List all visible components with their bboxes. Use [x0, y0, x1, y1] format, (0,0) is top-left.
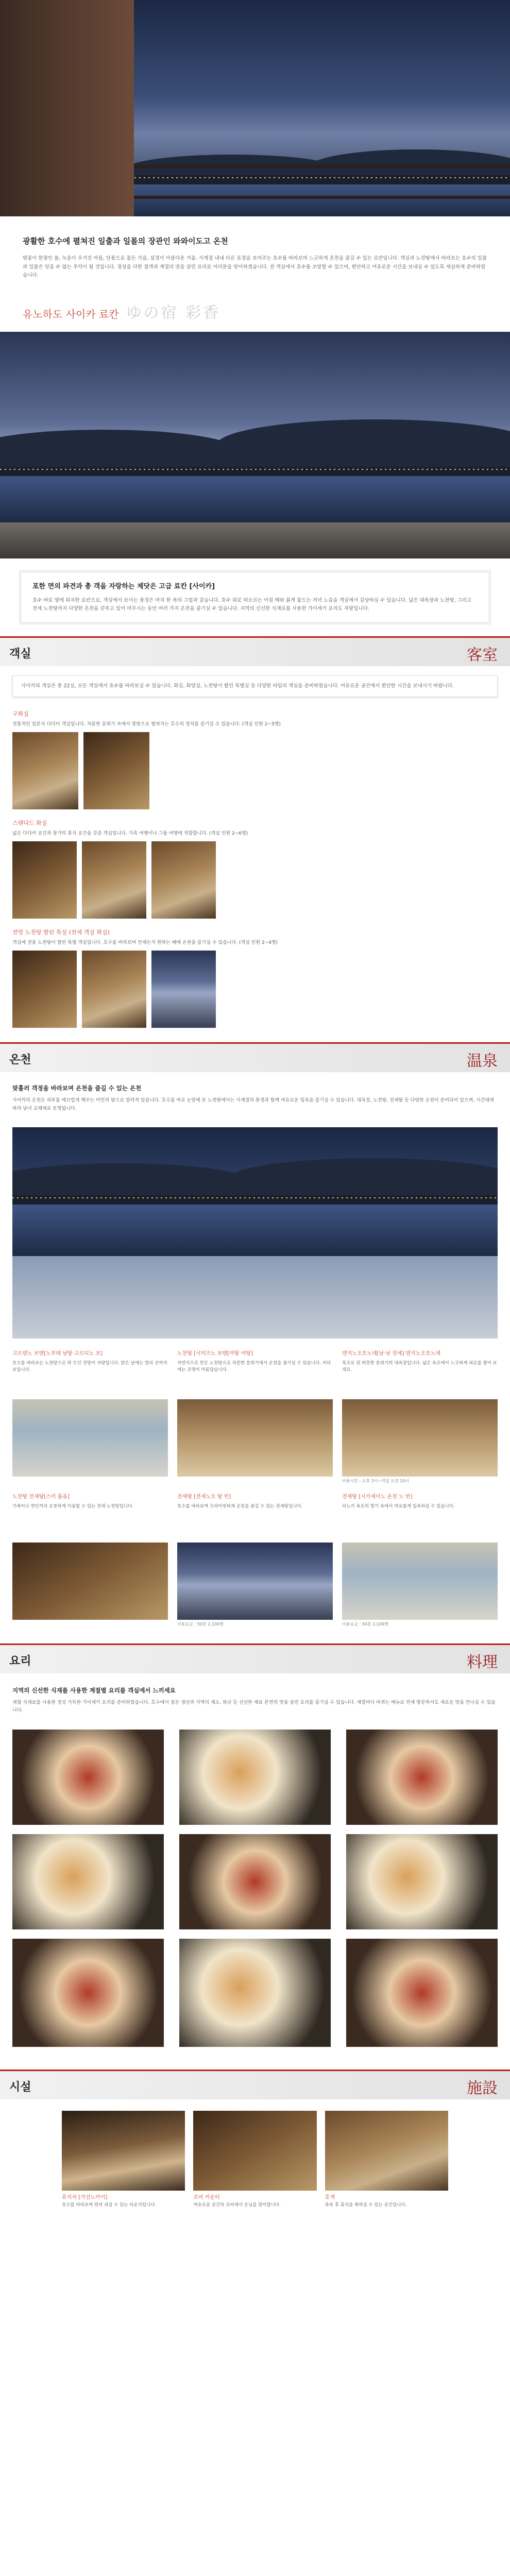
intro-section	[0, 216, 510, 296]
room-type-desc: 객실에 전용 노천탕이 딸린 특별 객실입니다. 호수를 바라보며 언제든지 원하는 때에 온천을 즐기실 수 있습니다. (객실 인원 2~4명)	[12, 940, 278, 945]
cuisine-title-jp: 料理	[467, 1653, 498, 1671]
onsen-intro	[0, 1072, 510, 1116]
rooms-description-text: 사이카의 객실은 총 22실, 모든 객실에서 호수를 바라보실 수 있습니다. 화실, 화양실, 노천탕이 딸린 특별실 등 다양한 타입의 객실을 준비하였습니다. 여유로운 공간에서 편안한 시간을 보내시기 바랍니다.	[21, 683, 454, 689]
cuisine-photo	[12, 1834, 164, 1929]
rooms-description	[12, 675, 498, 697]
onsen-body: 사이카의 온천은 피부를 매끄럽게 해주는 미인의 탕으로 알려져 있습니다. 호수를 바로 눈앞에 둔 노천탕에서는 사계절의 풍경과 함께 여유로운 입욕을 즐기실 수 있습니다. 대욕장, 노천탕, 전세탕 등 다양한 온천이 준비되어 있으며, 시간대에 따라 남녀 교체제로 운영됩니다.	[12, 1098, 494, 1111]
room-type-desc: 넓은 다다미 공간과 창가의 휴식 공간을 갖춘 객실입니다. 가족 여행이나 그룹 여행에 적합합니다. (객실 인원 2~6명)	[12, 831, 248, 836]
bath-photo	[12, 1399, 168, 1477]
brand-name-jp: ゆの宿 彩香	[126, 303, 221, 322]
onsen-title-jp: 温泉	[467, 1052, 498, 1071]
bath-desc: 호수를 바라보며 프라이빗하게 온천을 즐길 수 있는 전세탕입니다.	[177, 1503, 303, 1509]
brand-name-ko: 유노하도 사이카 료칸	[23, 308, 119, 320]
room-photo	[12, 841, 77, 919]
facility-photo	[325, 2111, 448, 2191]
cuisine-title-ko: 요리	[9, 1654, 31, 1668]
room-type	[0, 705, 510, 815]
rooms-section-header	[0, 636, 510, 666]
cuisine-photo-grid	[0, 1719, 510, 2057]
facility-name: 로비 카운터	[193, 2194, 220, 2200]
bath-card	[12, 1350, 168, 1485]
cuisine-photo	[12, 1730, 164, 1825]
cuisine-heading: 지역의 신선한 식재를 사용한 계절별 요리를 객실에서 느끼세요	[12, 1686, 176, 1694]
brand-title	[0, 296, 510, 332]
facility-photo	[62, 2111, 185, 2191]
onsen-heading: 맞흘러 객정을 바라보며 온천을 즐길 수 있는 온천	[12, 1084, 142, 1092]
bath-desc: 가족이나 연인끼리 오붓하게 이용할 수 있는 전세 노천탕입니다.	[12, 1503, 134, 1509]
bath-photo	[342, 1543, 498, 1620]
cuisine-photo	[346, 1730, 498, 1825]
room-type-name: 구화실	[12, 710, 29, 718]
bath-name: 노천탕 [시미즈노 보텐[여탕 여탕]	[177, 1351, 253, 1357]
rooms-title-jp: 客室	[467, 646, 498, 664]
cuisine-intro	[0, 1673, 510, 1719]
intro-heading: 광활한 호수에 펼쳐진 일출과 일몰의 장관인 와와이도고 온천	[23, 236, 228, 246]
bath-name: 고르덴노 보텐[노부데 남탕·고르디노 보]	[12, 1351, 103, 1357]
bath-name: 노천탕 전세탕[스미 룸을]	[12, 1494, 70, 1500]
onsen-panorama-photo	[12, 1127, 498, 1338]
room-type-desc: 전통적인 일본식 다다미 객실입니다. 차분한 분위기 속에서 창밖으로 펼쳐지는 호수의 경치를 즐기실 수 있습니다. (객실 인원 2~5명)	[12, 721, 281, 727]
bath-name: 전세탕 [시가세이노 온천 노 빈]	[342, 1494, 413, 1500]
facility-desc: 목욕 후 휴식을 취하실 수 있는 공간입니다.	[325, 2202, 407, 2208]
facility-photo	[193, 2111, 316, 2191]
facilities-grid	[0, 2099, 510, 2229]
facilities-title-jp: 施設	[467, 2079, 498, 2097]
onsen-title-ko: 온천	[9, 1054, 31, 1067]
room-photo	[82, 841, 146, 919]
facility-card	[62, 2111, 185, 2209]
cuisine-photo	[12, 1939, 164, 2047]
bath-caption: 이용시간 : 오후 3시~익일 오전 10시	[342, 1479, 410, 1484]
bath-desc: 자연석으로 만든 노천탕으로 차분한 분위기에서 온천을 즐기실 수 있습니다. 저녁에는 조명이 아름답습니다.	[177, 1361, 331, 1373]
onsen-section-header	[0, 1042, 510, 1072]
room-photo	[82, 951, 146, 1028]
hero-photo	[0, 0, 510, 216]
bath-desc: 호수를 바라보는 노천탕으로 탁 트인 전망이 자랑입니다. 맑은 날에는 멀리 산까지 보입니다.	[12, 1361, 167, 1373]
bath-name: 덴지노오토노데[남·남 전세] 덴지노오토노데	[342, 1351, 441, 1357]
facilities-section-header	[0, 2070, 510, 2099]
bath-name: 전세탕 [전세노오 탕 빈]	[177, 1494, 231, 1500]
lead-heading: 포한 면의 파견과 총 객을 자랑하는 제닷은 고급 료칸 [사이카]	[32, 582, 215, 590]
lake-panorama-photo	[0, 332, 510, 558]
room-photo	[151, 951, 216, 1028]
facility-desc: 호수를 바라보며 편히 쉬실 수 있는 라운지입니다.	[62, 2202, 157, 2208]
bath-card	[177, 1350, 333, 1485]
rooms-title-ko: 객실	[9, 647, 31, 660]
cuisine-photo	[179, 1730, 331, 1825]
bath-photo	[177, 1399, 333, 1477]
bath-caption: 이용요금 : 50분 2,100엔	[177, 1621, 224, 1626]
room-photo	[151, 841, 216, 919]
room-type	[0, 815, 510, 924]
bath-caption	[12, 1478, 168, 1484]
room-type-name: 스탠다드 화실	[12, 820, 47, 827]
bath-photo	[342, 1399, 498, 1477]
bath-caption	[177, 1478, 333, 1484]
bath-card	[12, 1493, 168, 1628]
bath-card	[342, 1350, 498, 1485]
bath-caption: 이용요금 : 50분 2,100엔	[342, 1621, 388, 1626]
bath-photo	[177, 1543, 333, 1620]
room-photo	[12, 732, 78, 809]
room-type-name: 전망 노천탕 딸린 특실 (전세 객실 화실)	[12, 929, 110, 936]
cuisine-photo	[179, 1939, 331, 2047]
cuisine-photo	[346, 1834, 498, 1929]
facility-name: 휴식처 [가선노카이]	[62, 2194, 108, 2200]
bath-caption	[12, 1621, 168, 1628]
facility-card	[193, 2111, 316, 2209]
lead-box	[21, 572, 489, 623]
bath-desc: 히노키 욕조의 향기 속에서 여유롭게 입욕하실 수 있습니다.	[342, 1503, 455, 1509]
bath-card	[177, 1493, 333, 1628]
cuisine-body: 제철 식재료를 사용한 정성 가득한 가이세키 요리를 준비하였습니다. 호수에서 잡은 생선과 지역의 채소, 와규 등 신선한 재료 본연의 맛을 살린 요리를 즐기실 수 있습니다. 계절마다 바뀌는 메뉴로 언제 방문하셔도 새로운 맛을 만나실 수 있습니다.	[12, 1700, 496, 1714]
facility-desc: 여유로운 공간의 로비에서 손님을 맞이합니다.	[193, 2202, 281, 2208]
cuisine-photo	[179, 1834, 331, 1929]
facilities-title-ko: 시설	[9, 2080, 31, 2094]
bath-desc: 목조로 된 따뜻한 분위기의 대욕장입니다. 넓은 욕조에서 느긋하게 피로를 풀어 보세요.	[342, 1361, 497, 1373]
room-type	[0, 924, 510, 1033]
room-photo	[83, 732, 149, 809]
cuisine-photo	[346, 1939, 498, 2047]
bath-photo	[12, 1543, 168, 1620]
facility-name: 휴게	[325, 2194, 335, 2200]
intro-body: 벚꽃이 한창인 봄, 녹음이 우거진 여름, 단풍으로 물든 가을, 설경이 아름다운 겨울. 사계절 내내 다른 표정을 보여주는 호수를 바라보며 느긋하게 온천을 즐길 수 있는 료칸입니다. 객실과 노천탕에서 바라보는 호수의 일출과 일몰은 잊을 수 없는 추억이 될 것입니다. 정성을 다한 접객과 계절의 맛을 살린 요리로 여러분을 맞이하겠습니다. 전 객실에서 호수를 조망할 수 있으며, 편안하고 여유로운 시간을 보내실 수 있도록 세심하게 준비하였습니다.	[23, 256, 487, 279]
lead-body: 호수 바로 옆에 위치한 료칸으로, 객실에서 보이는 풍경은 마치 한 폭의 그림과 같습니다. 호수 위로 떠오르는 아침 해와 붉게 물드는 저녁 노을을 객실에서 감상하실 수 있습니다. 넓은 대욕장과 노천탕, 그리고 전세 노천탕까지 다양한 온천을 갖추고 있어 머무시는 동안 여러 가지 온천을 즐기실 수 있습니다. 지역의 신선한 식재료를 사용한 가이세키 요리도 자랑입니다.	[32, 597, 472, 612]
bath-card	[342, 1493, 498, 1628]
cuisine-section-header	[0, 1643, 510, 1673]
bath-grid	[0, 1350, 510, 1628]
room-photo	[12, 951, 77, 1028]
facility-card	[325, 2111, 448, 2209]
